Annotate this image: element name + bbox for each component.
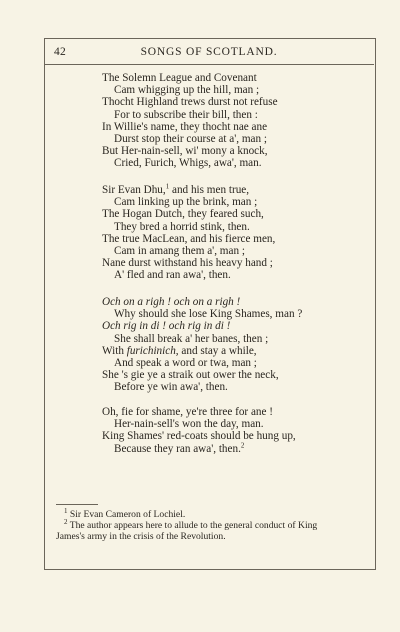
verse-text: The Solemn League and Covenant [102,72,257,84]
verse-text: With [102,344,127,357]
verse-text: King Shames' red-coats should be hung up, [102,430,296,443]
stanza [102,72,382,170]
verse-line [102,184,382,196]
footnote [56,506,372,520]
verse-line [102,296,382,308]
verse-line [102,84,382,96]
footnote-rule [56,504,98,505]
verse-text: Why should she lose King Shames, man ? [114,308,303,321]
verse-line [102,96,382,108]
verse-line [102,121,382,133]
verse-text: Och rig in di ! och rig in di ! [102,320,231,333]
verse-text: Cam whigging up the hill, man ; [114,84,260,97]
footnote [56,517,372,531]
verse-line [102,345,382,357]
verse-text: Cried, Furich, Whigs, awa', man. [114,157,262,170]
verse-line [102,157,382,169]
footnote-text: Sir Evan Cameron of Lochiel. [67,509,186,520]
verse-line [102,109,382,121]
verse-text: Because they ran awa', then. [114,442,241,455]
verse-line [102,269,382,281]
verse-line [102,320,382,332]
footnote-marker: 1 [165,182,170,191]
verse-text: Nane durst withstand his heavy hand ; [102,257,273,270]
verse-text: Thocht Highland trews durst not refuse [102,96,278,109]
footnote-marker: 2 [240,440,245,449]
footnote-marker: 2 [64,517,68,526]
verse-text: A' fled and ran awa', then. [114,269,231,282]
verse-line [102,221,382,233]
verse-line [102,208,382,220]
verse-text: But Her-nain-sell, wi' mony a knock, [102,145,268,158]
footnote-marker: 1 [64,506,68,515]
verse-text: and his men true, [169,184,250,196]
verse-text: Och on a righ ! och on a righ ! [102,296,241,308]
verse-line [102,369,382,381]
verse-text: The Hogan Dutch, they feared such, [102,208,264,221]
verse-text: Cam linking up the brink, man ; [114,196,258,209]
running-title: SONGS OF SCOTLAND. [140,46,278,58]
header-rule [44,64,374,65]
verse-line [102,406,382,418]
page-number: 42 [54,46,67,58]
verse-line [102,72,382,84]
verse-text: Cam in amang them a', man ; [114,245,245,258]
verse-line [102,440,382,455]
verse-text: And speak a word or twa, man ; [114,357,257,370]
footnotes [56,506,372,542]
verse-text: Her-nain-sell's won the day, man. [114,418,264,431]
verse-text: and stay a while, [178,344,257,357]
stanza [102,296,382,394]
verse-text: She 's gie ye a straik out ower the neck, [102,369,279,382]
verse-line [102,257,382,269]
verse-line [102,381,382,393]
verse-line [102,308,382,320]
verse-text: Oh, fie for shame, ye're three for ane ! [102,406,273,418]
verse-text: For to subscribe their bill, then : [114,108,258,121]
verse-text: The true MacLean, and his fierce men, [102,232,276,245]
verse-italic-word: furichinich, [126,344,179,357]
page-header [44,46,374,62]
verse-text: Durst stop their course at a', man ; [114,133,268,146]
verse-text: She shall break a' her banes, then ; [114,332,269,345]
verse-line [102,418,382,430]
verse-text: They bred a horrid stink, then. [114,220,250,233]
verse-line [102,145,382,157]
verse-text: Sir Evan Dhu, [102,184,166,196]
verse-line [102,196,382,208]
stanza [102,406,382,455]
verse-line [102,233,382,245]
stanza [102,184,382,282]
verse-line [102,133,382,145]
verse-line [102,245,382,257]
verse-line [102,333,382,345]
verse-line [102,357,382,369]
footnote-text: The author appears here to allude to the general conduct of King [67,520,318,531]
footnote-text-continued: James's army in the crisis of the Revolution. [56,531,226,542]
verse-text: Before ye win awa', then. [114,381,228,394]
verse-text: In Willie's name, they thocht nae ane [102,120,268,133]
